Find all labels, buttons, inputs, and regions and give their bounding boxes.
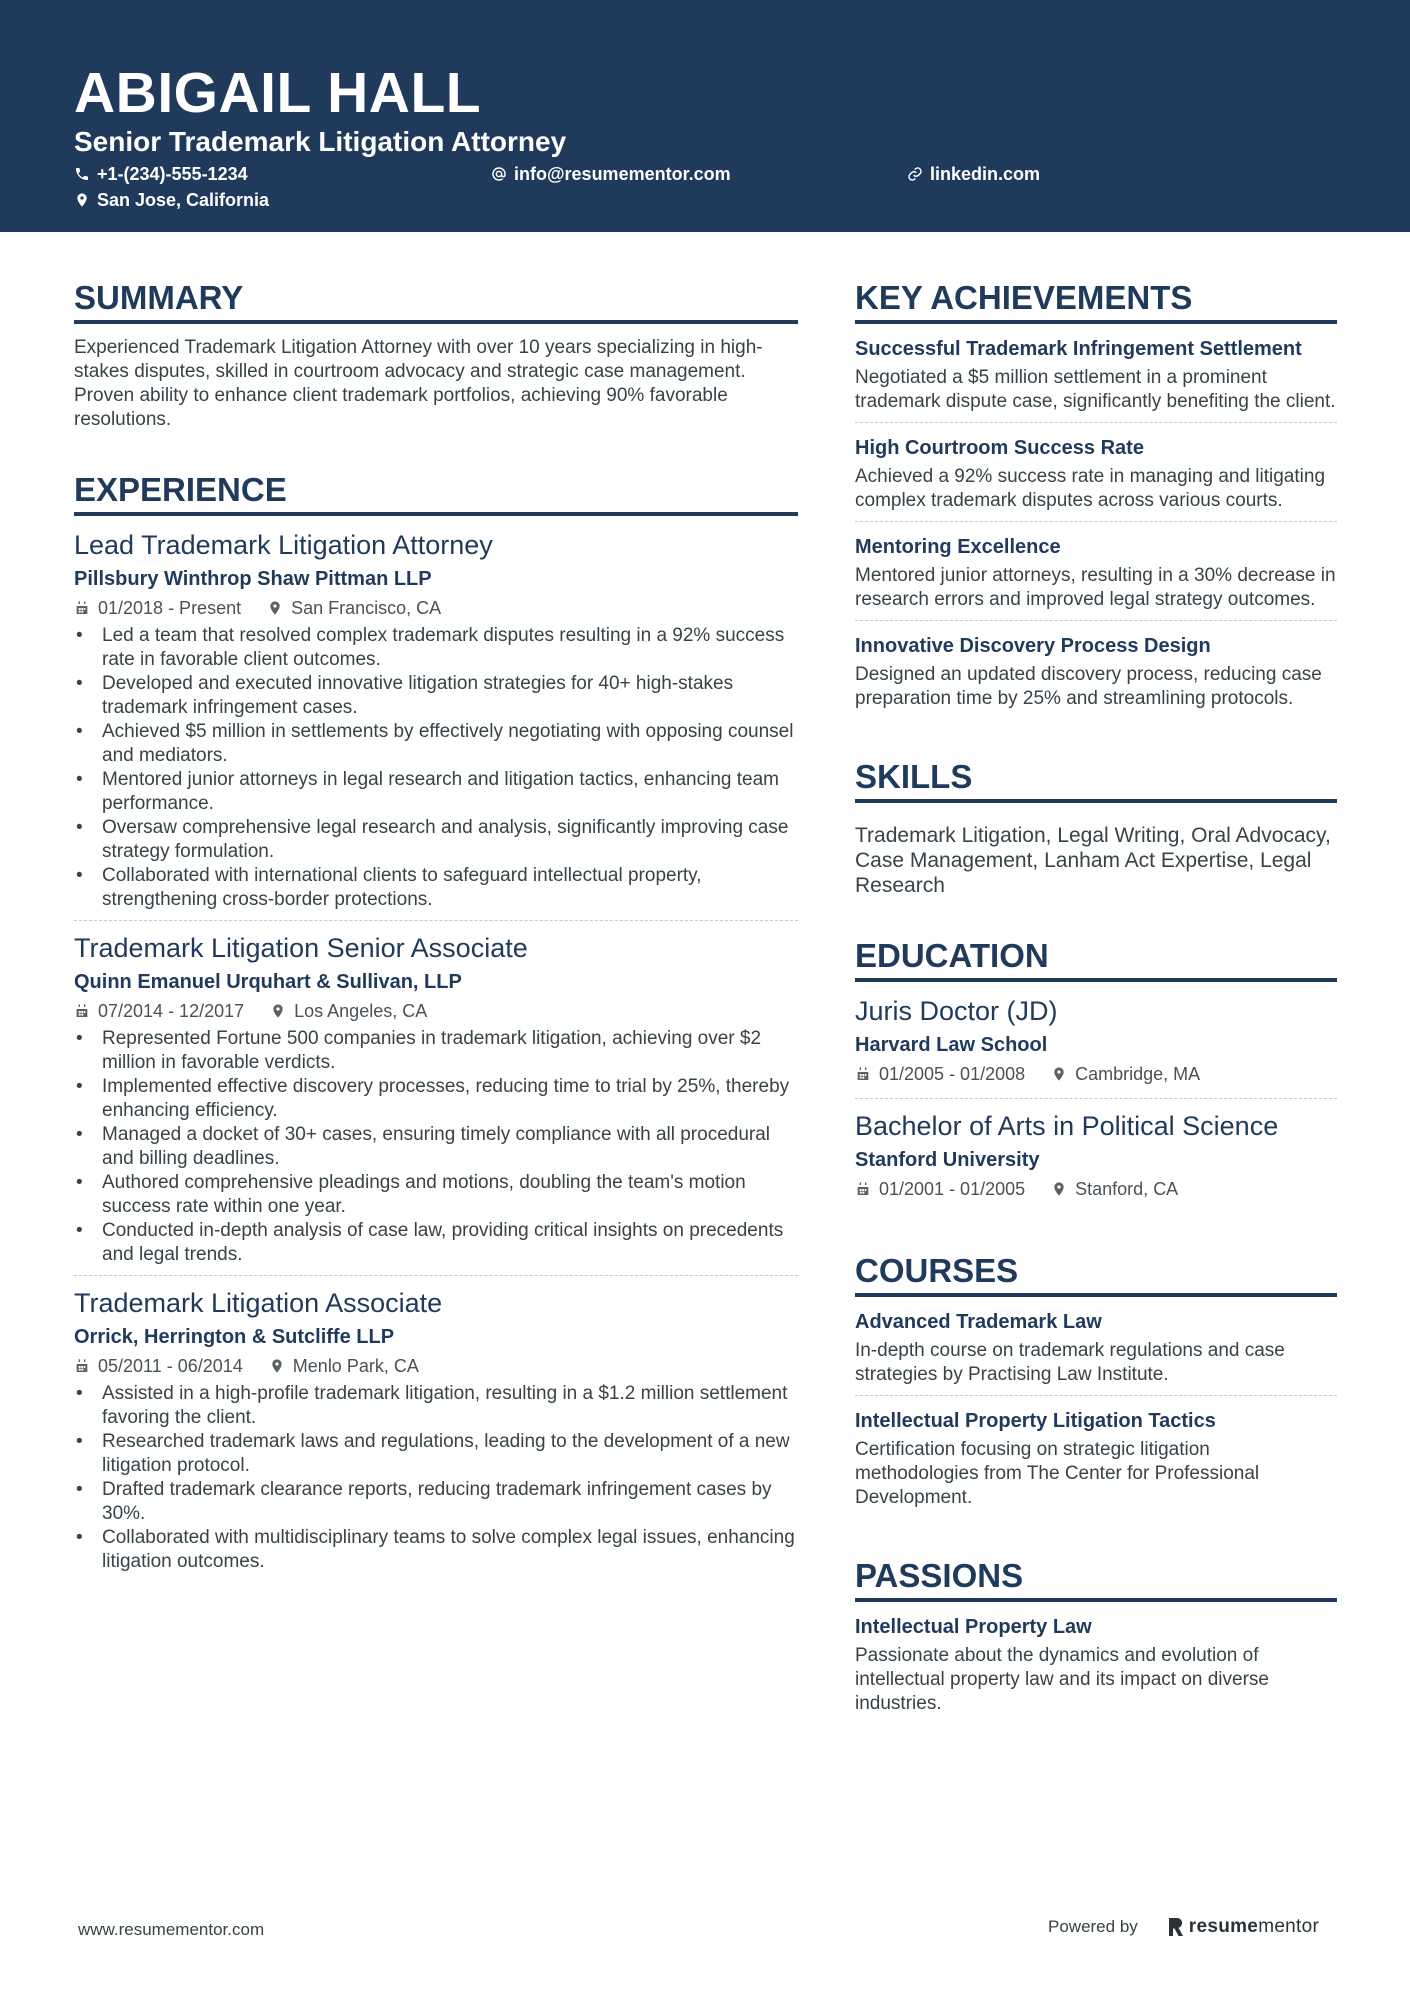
passions-section [855, 1556, 1337, 1724]
calendar-icon [855, 1181, 871, 1197]
location-pin-icon [1051, 1066, 1067, 1082]
achievement-item [855, 521, 1337, 620]
job-meta [74, 596, 798, 620]
candidate-title: Senior Trademark Litigation Attorney [74, 126, 567, 157]
achievement-item [855, 620, 1337, 719]
passion-item [855, 1614, 1337, 1724]
education-location: Stanford, CA [1075, 1179, 1179, 1199]
courses-section [855, 1251, 1337, 1518]
job-bullet: • Conducted in-depth analysis of case law, providing critical insights on precedents and legal trends. [74, 1219, 798, 1267]
location-pin-icon [74, 192, 90, 208]
footer-site-link[interactable]: www.resumementor.com [78, 1920, 265, 1939]
location-pin-icon [270, 1003, 286, 1019]
achievement-desc: Designed an updated discovery process, reducing case preparation time by 25% and streamlining protocols. [855, 664, 1322, 709]
location-pin-icon [267, 600, 283, 616]
education-school: Harvard Law School [855, 1034, 1048, 1056]
job-location: Menlo Park, CA [292, 1356, 419, 1376]
calendar-icon [855, 1066, 871, 1082]
job-bullets [74, 1027, 798, 1267]
passion-desc: Passionate about the dynamics and evolution of intellectual property law and its impact on diverse industries. [855, 1645, 1269, 1714]
summary-text: Experienced Trademark Litigation Attorney with over 10 years specializing in high-stakes disputes, skilled in courtroom advocacy and strategic case management. Proven ability to enhance client trademark portfolios, achieving 90% favorable resolutions. [74, 337, 763, 430]
job-dates: 05/2011 - 06/2014 [98, 1356, 243, 1376]
course-desc: Certification focusing on strategic litigation methodologies from The Center for Professional Development. [855, 1439, 1260, 1508]
resumementor-logo-icon [1168, 1917, 1184, 1937]
job-location-wrap [270, 999, 427, 1023]
passion-title: Intellectual Property Law [855, 1616, 1092, 1638]
job-bullet: • Achieved $5 million in settlements by effectively negotiating with opposing counsel and mediators. [74, 720, 798, 768]
course-title: Intellectual Property Litigation Tactics [855, 1410, 1216, 1432]
contact-phone [74, 162, 248, 186]
footer-branding[interactable] [1048, 1916, 1319, 1938]
job-bullets [74, 624, 798, 912]
section-heading: SUMMARY [74, 278, 798, 324]
resume-header [0, 0, 1410, 232]
achievement-title: High Courtroom Success Rate [855, 437, 1144, 459]
brand-bold: resume [1188, 1916, 1259, 1937]
job-bullet: • Represented Fortune 500 companies in trademark litigation, achieving over $2 million in favorable verdicts. [74, 1027, 798, 1075]
calendar-icon [74, 1003, 90, 1019]
achievement-desc: Negotiated a $5 million settlement in a prominent trademark dispute case, significantly benefiting the client. [855, 367, 1336, 412]
job-company: Quinn Emanuel Urquhart & Sullivan, LLP [74, 971, 462, 993]
job-bullet: • Drafted trademark clearance reports, reducing trademark infringement cases by 30%. [74, 1478, 798, 1526]
job-role: Trademark Litigation Associate [74, 1288, 443, 1318]
education-meta [855, 1062, 1337, 1086]
course-item [855, 1395, 1337, 1518]
job-bullet: • Led a team that resolved complex trademark disputes resulting in a 92% success rate in favorable client outcomes. [74, 624, 798, 672]
job-bullet: • Managed a docket of 30+ cases, ensuring timely compliance with all procedural and billing deadlines. [74, 1123, 798, 1171]
job-bullet: • Mentored junior attorneys in legal research and litigation tactics, enhancing team performance. [74, 768, 798, 816]
achievement-item [855, 422, 1337, 521]
at-icon [491, 166, 507, 182]
job-bullet: • Developed and executed innovative litigation strategies for 40+ high-stakes trademark infringement cases. [74, 672, 798, 720]
section-heading: KEY ACHIEVEMENTS [855, 278, 1337, 324]
education-degree: Juris Doctor (JD) [855, 996, 1058, 1026]
contact-location [74, 188, 269, 212]
powered-by-label: Powered by [1048, 1917, 1138, 1936]
candidate-name: ABIGAIL HALL [74, 61, 482, 125]
job-dates: 07/2014 - 12/2017 [98, 1001, 245, 1021]
job-entry [74, 1275, 798, 1582]
education-school: Stanford University [855, 1149, 1040, 1171]
education-section [855, 936, 1337, 1213]
job-bullet: • Collaborated with international clients to safeguard intellectual property, strengthening cross-border protections. [74, 864, 798, 912]
experience-section [74, 470, 798, 1582]
achievement-desc: Achieved a 92% success rate in managing and litigating complex trademark disputes across various courts. [855, 466, 1326, 511]
education-meta [855, 1177, 1337, 1201]
course-item [855, 1309, 1337, 1395]
job-bullet: • Implemented effective discovery processes, reducing time to trial by 25%, thereby enhancing efficiency. [74, 1075, 798, 1123]
achievement-title: Innovative Discovery Process Design [855, 635, 1211, 657]
job-role: Trademark Litigation Senior Associate [74, 933, 528, 963]
location-pin-icon [1051, 1181, 1067, 1197]
job-bullet: • Collaborated with multidisciplinary teams to solve complex legal issues, enhancing litigation outcomes. [74, 1526, 798, 1574]
job-dates: 01/2018 - Present [98, 598, 242, 618]
summary-section [74, 278, 798, 432]
section-heading: EDUCATION [855, 936, 1337, 982]
job-bullets [74, 1382, 798, 1574]
skills-text: Trademark Litigation, Legal Writing, Oral Advocacy, Case Management, Lanham Act Expertise, Legal Research [855, 824, 1331, 897]
section-heading: PASSIONS [855, 1556, 1337, 1602]
calendar-icon [74, 1358, 90, 1374]
course-title: Advanced Trademark Law [855, 1311, 1102, 1333]
education-degree: Bachelor of Arts in Political Science [855, 1111, 1279, 1141]
job-bullet: • Oversaw comprehensive legal research and analysis, significantly improving case strategy formulation. [74, 816, 798, 864]
section-heading: EXPERIENCE [74, 470, 798, 516]
course-desc: In-depth course on trademark regulations and case strategies by Practising Law Institute. [855, 1340, 1285, 1385]
education-dates: 01/2001 - 01/2005 [879, 1179, 1026, 1199]
brand-light: mentor [1258, 1916, 1320, 1937]
education-location-wrap [1051, 1177, 1178, 1201]
job-company: Orrick, Herrington & Sutcliffe LLP [74, 1326, 395, 1348]
link-icon [907, 166, 923, 182]
location-pin-icon [269, 1358, 285, 1374]
phone-icon [74, 166, 90, 182]
education-item [855, 994, 1337, 1098]
job-location-wrap [269, 1354, 419, 1378]
job-location-wrap [267, 596, 441, 620]
achievement-item [855, 336, 1337, 422]
education-item [855, 1098, 1337, 1213]
phone-text: +1-(234)-555-1234 [97, 164, 248, 184]
contact-website[interactable] [907, 162, 1040, 186]
achievement-title: Mentoring Excellence [855, 536, 1061, 558]
job-company: Pillsbury Winthrop Shaw Pittman LLP [74, 568, 432, 590]
job-role: Lead Trademark Litigation Attorney [74, 530, 493, 560]
right-column [855, 278, 1337, 1762]
job-bullet: • Researched trademark laws and regulations, leading to the development of a new litigation protocol. [74, 1430, 798, 1478]
education-dates: 01/2005 - 01/2008 [879, 1064, 1026, 1084]
achievements-section [855, 278, 1337, 719]
job-bullet: • Authored comprehensive pleadings and motions, doubling the team's motion success rate within one year. [74, 1171, 798, 1219]
job-location: Los Angeles, CA [294, 1001, 428, 1021]
education-location: Cambridge, MA [1075, 1064, 1201, 1084]
contact-email[interactable] [491, 162, 731, 186]
brand-wordmark [1189, 1916, 1319, 1938]
achievement-desc: Mentored junior attorneys, resulting in a 30% decrease in research errors and improved legal strategy outcomes. [855, 565, 1336, 610]
job-entry [74, 920, 798, 1275]
job-location: San Francisco, CA [291, 598, 442, 618]
calendar-icon [74, 600, 90, 616]
achievement-title: Successful Trademark Infringement Settlement [855, 338, 1302, 360]
email-text[interactable]: info@resumementor.com [514, 164, 731, 184]
job-entry [74, 528, 798, 920]
section-heading: COURSES [855, 1251, 1337, 1297]
job-meta [74, 999, 798, 1023]
skills-section [855, 757, 1337, 898]
location-text: San Jose, California [97, 190, 270, 210]
job-meta [74, 1354, 798, 1378]
job-bullet: • Assisted in a high-profile trademark litigation, resulting in a $1.2 million settlement favoring the client. [74, 1382, 798, 1430]
left-column [74, 278, 798, 1620]
education-location-wrap [1051, 1062, 1200, 1086]
section-heading: SKILLS [855, 757, 1337, 803]
website-text[interactable]: linkedin.com [930, 164, 1041, 184]
